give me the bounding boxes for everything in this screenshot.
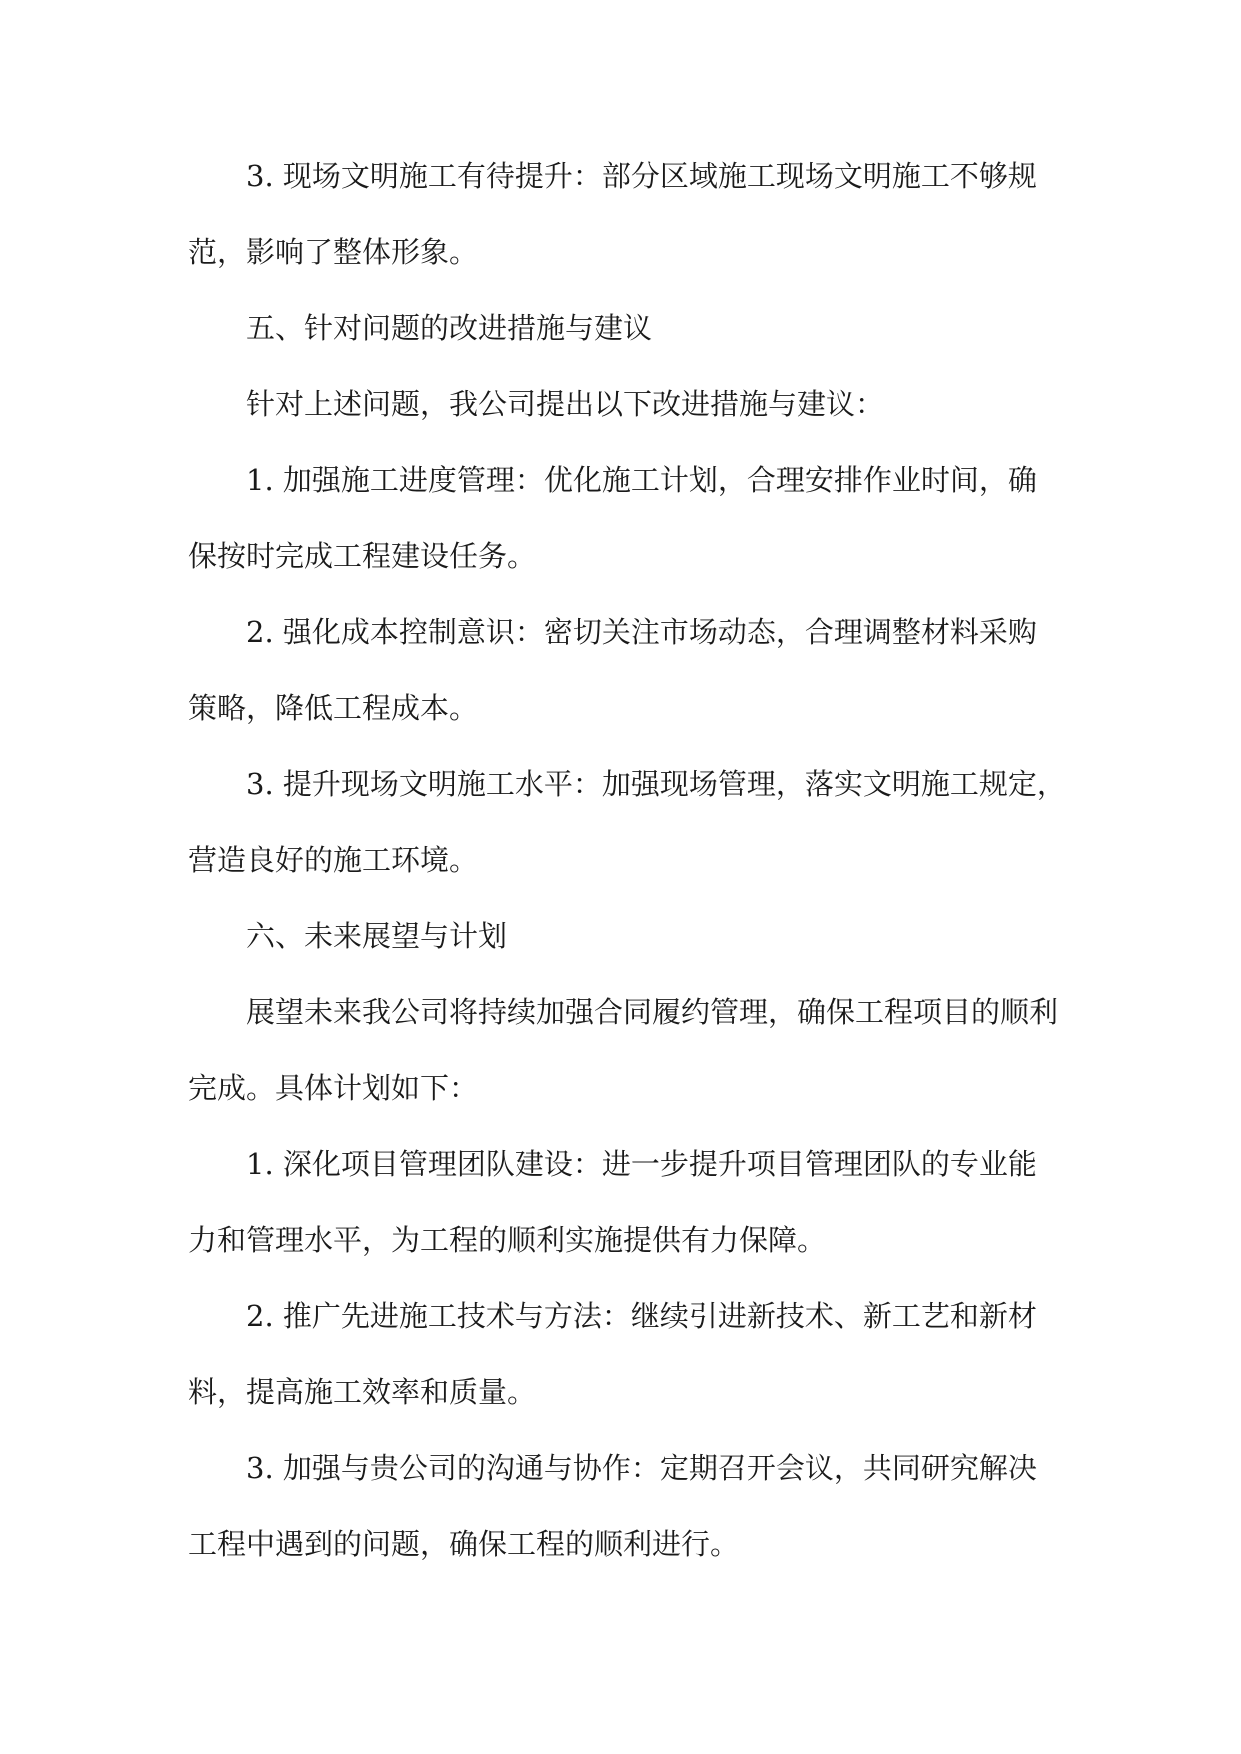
paragraph-outlook: 展望未来我公司将持续加强合同履约管理，确保工程项目的顺利	[246, 995, 1059, 1029]
list-item-3-communication: 3. 加强与贵公司的沟通与协作：定期召开会议，共同研究解决	[246, 1451, 1037, 1485]
list-item-1-team-building: 1. 深化项目管理团队建设：进一步提升项目管理团队的专业能	[246, 1147, 1037, 1181]
document-body	[188, 138, 1066, 1582]
paragraph-continuation: 范，影响了整体形象。	[188, 235, 479, 269]
paragraph-continuation: 策略，降低工程成本。	[188, 691, 479, 725]
list-item-2-advanced-technology: 2. 推广先进施工技术与方法：继续引进新技术、新工艺和新材	[246, 1299, 1037, 1333]
list-item-1-progress-management: 1. 加强施工进度管理：优化施工计划，合理安排作业时间，确	[246, 463, 1037, 497]
paragraph-continuation: 料，提高施工效率和质量。	[188, 1375, 537, 1409]
paragraph-continuation: 保按时完成工程建设任务。	[188, 539, 537, 573]
section-heading-6: 六、未来展望与计划	[246, 919, 508, 953]
paragraph-continuation: 营造良好的施工环境。	[188, 843, 479, 877]
paragraph-continuation: 力和管理水平，为工程的顺利实施提供有力保障。	[188, 1223, 827, 1257]
list-item-3-site-level: 3. 提升现场文明施工水平：加强现场管理，落实文明施工规定，	[246, 767, 1066, 801]
paragraph-continuation: 完成。具体计划如下：	[188, 1071, 479, 1105]
list-item-3-civilized-construction: 3. 现场文明施工有待提升：部分区域施工现场文明施工不够规	[246, 159, 1037, 193]
paragraph-continuation: 工程中遇到的问题，确保工程的顺利进行。	[188, 1527, 740, 1561]
paragraph-intro: 针对上述问题，我公司提出以下改进措施与建议：	[246, 387, 885, 421]
section-heading-5: 五、针对问题的改进措施与建议	[246, 311, 653, 345]
list-item-2-cost-control: 2. 强化成本控制意识：密切关注市场动态，合理调整材料采购	[246, 615, 1037, 649]
